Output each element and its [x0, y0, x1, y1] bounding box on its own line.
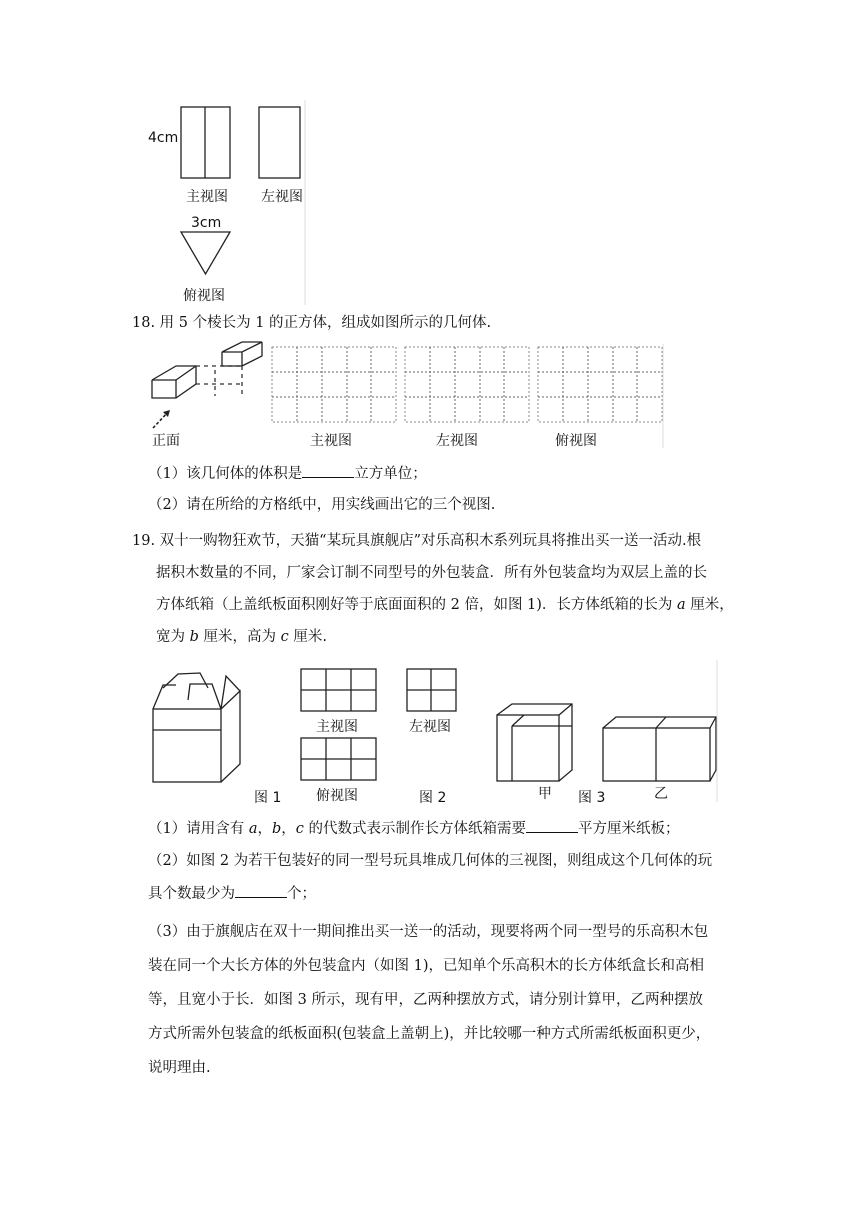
- fig1-open-box-drawing: [153, 673, 240, 782]
- fig2-left-view-label: 左视图: [409, 719, 451, 735]
- q19-part3-line-2: 装在同一个大长方体的外包装盒内（如图 1)，已知单个乐高积木的长方体纸盒长和高相: [148, 958, 704, 974]
- fig3-yi-arrangement-drawing: [603, 717, 716, 781]
- q18-figure: [0, 340, 860, 460]
- q19-part3-line-5: 说明理由.: [148, 1060, 211, 1076]
- fig2-caption: 图 2: [419, 790, 447, 806]
- q19-text: 具个数最少为: [148, 886, 235, 902]
- fig3-caption: 图 3: [578, 790, 606, 806]
- q19-part3-line-3: 等，且宽小于长．如图 3 所示，现有甲，乙两种摆放方式，请分别计算甲，乙两种摆放: [148, 992, 703, 1008]
- variable-c: c: [295, 821, 304, 837]
- left-view-label: 左视图: [261, 189, 303, 205]
- q19-text: 宽为: [156, 629, 185, 645]
- q18-number: 18.: [132, 315, 156, 331]
- front-direction-label: 正面: [152, 433, 180, 449]
- fig3-jia-label: 甲: [538, 786, 552, 802]
- q19-text: 双十一购物狂欢节，天猫“某玩具旗舰店”对乐高积木系列玩具将推出买一送一活动.根: [159, 533, 702, 549]
- q18-part2: （2）请在所给的方格纸中，用实线画出它的三个视图.: [148, 497, 496, 513]
- q19-part1: （1）请用含有 a，b，c 的代数式表示制作长方体纸箱需要 平方厘米纸板；: [148, 818, 680, 839]
- cube-assembly-drawing: [152, 342, 262, 428]
- q19-text: 个；: [287, 886, 316, 902]
- front-view-label: 主视图: [186, 189, 228, 205]
- top-view-label: 俯视图: [183, 288, 225, 304]
- variable-a: a: [248, 821, 258, 837]
- q18-part1-unit: 立方单位；: [354, 466, 427, 482]
- q19-line-3: [156, 595, 734, 615]
- q19-part2-line-1: （2）如图 2 为若干包装好的同一型号玩具堆成几何体的三视图，则组成这个几何体的玩: [148, 853, 713, 869]
- q19-line-4: [156, 627, 327, 647]
- q19-line-1: [132, 531, 701, 551]
- q18-volume-answer-blank[interactable]: [302, 463, 354, 478]
- fig2-top-view-label: 俯视图: [316, 788, 358, 804]
- q19-text: 的代数式表示制作长方体纸箱需要: [308, 821, 527, 837]
- q19-line-2: 据积木数量的不同，厂家会订制不同型号的外包装盒．所有外包装盒均为双层上盖的长: [156, 565, 707, 581]
- q19-text: 厘米.: [293, 629, 327, 645]
- width-dimension-label: 3cm: [191, 215, 222, 231]
- q19-cardboard-area-answer-blank[interactable]: [526, 818, 578, 833]
- variable-b: b: [272, 821, 282, 837]
- variable-c: c: [280, 629, 289, 645]
- fig3-yi-label: 乙: [654, 786, 668, 802]
- q19-part3-line-1: （3）由于旗舰店在双十一期间推出买一送一的活动，现要将两个同一型号的乐高积木包: [148, 924, 709, 940]
- q18-part1-prompt: （1）该几何体的体积是: [148, 466, 303, 482]
- prism-views-drawing: [0, 0, 860, 320]
- fig3-jia-arrangement-drawing: [497, 704, 572, 781]
- q18-front-view-label: 主视图: [310, 433, 352, 449]
- front-view-grid-paper: [272, 347, 396, 422]
- variable-a: a: [677, 597, 686, 613]
- q19-part2-line-2: [148, 883, 316, 904]
- fig1-caption: 图 1: [254, 790, 282, 806]
- q19-min-count-answer-blank[interactable]: [235, 883, 287, 898]
- q19-text: （1）请用含有: [148, 821, 245, 837]
- q18-stem-text: 用 5 个棱长为 1 的正方体，组成如图所示的几何体.: [159, 315, 492, 331]
- q19-text: 平方厘米纸板；: [578, 821, 680, 837]
- q18-stem: [132, 313, 491, 333]
- q19-text: 方体纸箱（上盖纸板面积刚好等于底面面积的 2 倍，如图 1)．长方体纸箱的长为: [156, 597, 673, 613]
- top-view-grid-paper: [538, 347, 662, 422]
- q19-number: 19.: [132, 533, 156, 549]
- fig2-front-view-label: 主视图: [316, 719, 358, 735]
- q19-text: 厘米，: [690, 597, 734, 613]
- q19-part3-line-4: 方式所需外包装盒的纸板面积(包装盒上盖朝上)，并比较哪一种方式所需纸板面积更少，: [148, 1026, 711, 1042]
- variable-b: b: [189, 629, 199, 645]
- q19-text: 厘米，高为: [203, 629, 277, 645]
- q18-left-view-label: 左视图: [436, 433, 478, 449]
- height-dimension-label: 4cm: [148, 130, 179, 146]
- q18-top-view-label: 俯视图: [555, 433, 597, 449]
- q18-part1: [148, 463, 427, 484]
- left-view-grid-paper: [405, 347, 529, 422]
